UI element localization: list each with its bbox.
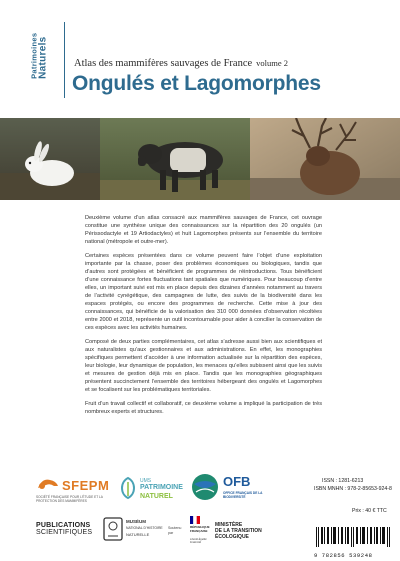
sfepm-logo <box>36 472 110 506</box>
blurb-paragraph-4: Fruit d’un travail collectif et collaboratif, ce deuxième volume a impliqué la participation de très nombreux experts et structures. <box>85 401 322 416</box>
scientifiques-label: SCIENTIFIQUES <box>36 529 93 536</box>
series-name <box>30 32 48 78</box>
publications-label: PUBLICATIONS <box>36 522 91 529</box>
photo-tapir <box>100 118 250 200</box>
republique-francaise-label: RÉPUBLIQUE FRANÇAISE <box>190 525 210 533</box>
soutenu-par-label: Soutenu par <box>168 526 182 535</box>
ums-leaf-icon <box>118 476 138 500</box>
series-line2: Naturels <box>36 35 48 79</box>
ofb-name: OFB <box>223 474 251 489</box>
marianne-flag-icon <box>190 516 200 524</box>
museum-logo <box>102 516 162 546</box>
museum-emblem-icon <box>102 516 124 542</box>
back-cover-blurb <box>85 215 322 424</box>
book-title: Ongulés et Lagomorphes <box>72 72 321 95</box>
ums-line1: UMS <box>140 478 152 484</box>
atlas-name: Atlas des mammifères sauvages de France <box>74 58 253 69</box>
price-text: Prix : 40 € TTC <box>352 508 387 514</box>
ofb-logo <box>190 470 270 510</box>
ums-line3: NATUREL <box>140 493 173 500</box>
ofb-caption: OFFICE FRANÇAIS DE LA BIODIVERSITÉ <box>223 491 263 499</box>
ofb-globe-icon <box>190 472 220 502</box>
book-subtitle <box>74 58 288 69</box>
ministere-line2: DE LA TRANSITION <box>215 528 262 534</box>
sfepm-animal-icon <box>36 474 60 492</box>
blurb-paragraph-1: Deuxième volume d’un atlas consacré aux mammifères sauvages de France, cet ouvrage constitue une synthèse unique des connaissances sur la répartition des 20 ongulés (un Périssodactyle et 19 Artiodactyles) et huit Lagomorphes présents sur l’ensemble du territoire national (métropole et outre-mer). <box>85 215 322 245</box>
volume-label: volume 2 <box>256 58 289 68</box>
barcode-bars <box>314 527 392 547</box>
publications-scientifiques-logo <box>36 522 96 542</box>
ministere-line3: ÉCOLOGIQUE <box>215 534 249 540</box>
sfepm-caption: SOCIÉTÉ FRANÇAISE POUR L’ÉTUDE ET LA PROTECTION DES MAMMIFÈRES <box>36 495 103 503</box>
museum-line3: NATURELLE <box>126 532 150 537</box>
museum-line1: MUSÉUM <box>126 519 146 524</box>
republic-motto: Liberté Égalité Fraternité <box>190 538 207 544</box>
sfepm-name: SFEPM <box>62 478 110 493</box>
series-line1: Patrimoines <box>29 32 39 79</box>
series-divider <box>64 22 65 98</box>
ums-line2: PATRIMOINE <box>140 484 183 491</box>
blurb-paragraph-2: Certaines espèces présentées dans ce volume peuvent faire l’objet d’une exploitation importante par la chasse, poser des problèmes économiques ou biologiques, tandis que d’autres sont protégées et bénéficient de programmes de réintroductions. Tous bénéficient d’une connaissance fortes fluctuations tant spatiales que numériques. Pour beaucoup d’entre elles, un important suivi est mis en place depuis des dizaines d’années notamment au travers de l’activité cynégétique, des campagnes de lutte, des suivis de la biodiversité dans les espaces protégés, ou encore des programmes de recherche. Cette mise à jour des connaissances, qui bénéficie de la valorisation des 310 000 données d’observation récoltées entre 2000 et 2018, représente un outil incontournable pour aider à concilier la conservation de ces espèces avec les activités humaines. <box>85 253 322 331</box>
photo-strip <box>0 118 400 200</box>
support-ministry <box>168 516 268 548</box>
barcode <box>314 527 392 559</box>
barcode-digits: 9 782856 539248 <box>314 552 373 559</box>
isbn-text: ISBN MNHN : 978-2-85653-924-8 <box>314 486 392 492</box>
photo-hare <box>0 118 100 200</box>
ums-patrinat-logo <box>118 470 182 510</box>
issn-text: ISSN : 1281-6213 <box>322 478 364 484</box>
museum-line2: NATIONAL D’HISTOIRE <box>126 526 163 530</box>
ministere-line1: MINISTÈRE <box>215 522 243 528</box>
series-label <box>30 18 64 94</box>
blurb-paragraph-3: Composé de deux parties complémentaires, cet atlas s’adresse aussi bien aux scientifiques et aux naturalistes qu’aux gestionnaires et aux administrations. En effet, les monographies spécifiques permettent d’accéder à une information actualisée sur la répartition des espèces, leur biologie, leur dynamique de population, les menaces qu’elles subissent ainsi que les suivis et mesures de gestion déjà mis en place. Tandis que les monographies géographiques présentent succinctement l’ensemble des territoires hébergeant des ongulés et Lagomorphes et se focalisent sur les problématiques territoriales. <box>85 339 322 393</box>
photo-red-deer <box>250 118 400 200</box>
